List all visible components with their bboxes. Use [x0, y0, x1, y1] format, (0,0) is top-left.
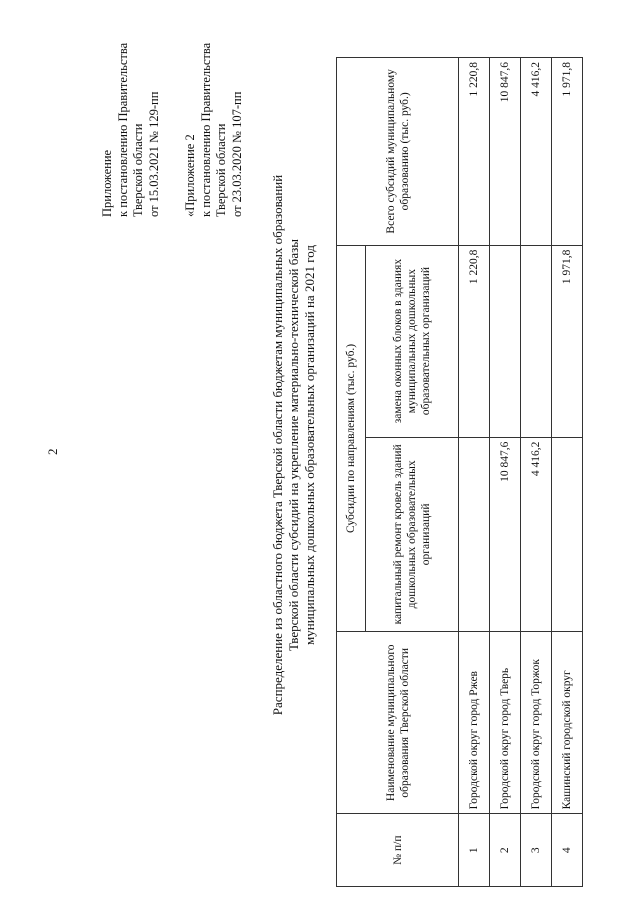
- appendix-line: Приложение: [100, 149, 114, 217]
- row-roof-value: 4 416,2: [521, 437, 552, 632]
- table-row: [552, 58, 583, 887]
- row-windows-value: 1 971,8: [552, 245, 583, 437]
- header-num: № п/п: [337, 814, 459, 887]
- appendix-line: Тверской области: [214, 123, 229, 217]
- header-roof-repair: капитальный ремонт кровель зданий дошкольных образовательных организаций: [366, 437, 459, 632]
- row-num: 1: [459, 814, 490, 887]
- row-name: Кашинский городской округ: [552, 632, 583, 814]
- subsidy-table: [336, 57, 583, 887]
- header-name: Наименование муниципального образования Тверской области: [337, 632, 459, 814]
- row-windows-value: [490, 245, 521, 437]
- appendix-header: [100, 2, 162, 217]
- appendix-line: «Приложение 2: [183, 134, 197, 217]
- previous-appendix-header: [183, 2, 245, 217]
- row-name: Городской округ город Торжок: [521, 632, 552, 814]
- header-total: Всего субсидий муниципальному образованию (тыс. руб.): [337, 58, 459, 246]
- row-name: Городской округ город Ржев: [459, 632, 490, 814]
- appendix-line: Тверской области: [131, 123, 146, 217]
- table-row: [521, 58, 552, 887]
- table-header-row: [337, 58, 366, 887]
- appendix-line: к постановлению Правительства: [198, 42, 213, 217]
- row-total-value: 4 416,2: [521, 58, 552, 246]
- row-roof-value: 10 847,6: [490, 437, 521, 632]
- row-num: 2: [490, 814, 521, 887]
- title-line: Тверской области субсидий на укрепление материально-технической базы: [286, 239, 301, 652]
- document-title: [270, 95, 318, 795]
- table-row: [490, 58, 521, 887]
- row-roof-value: [552, 437, 583, 632]
- row-name: Городской округ город Тверь: [490, 632, 521, 814]
- title-line: муниципальных дошкольных образовательных организаций на 2021 год: [302, 245, 317, 645]
- appendix-line: от 15.03.2021 № 129-пп: [146, 91, 161, 217]
- row-num: 4: [552, 814, 583, 887]
- appendix-line: к постановлению Правительства: [115, 42, 130, 217]
- row-total-value: 1 971,8: [552, 58, 583, 246]
- header-subsidy-group: Субсидии по направлениям (тыс. руб.): [337, 245, 366, 632]
- title-line: Распределение из областного бюджета Тверской области бюджетам муниципальных образований: [270, 174, 285, 716]
- page-number: 2: [45, 448, 60, 455]
- row-roof-value: [459, 437, 490, 632]
- header-window-replacement: замена оконных блоков в зданиях муниципальных дошкольных образовательных организаций: [366, 245, 459, 437]
- appendix-line: от 23.03.2020 № 107-пп: [229, 91, 244, 217]
- row-windows-value: [521, 245, 552, 437]
- row-windows-value: 1 220,8: [459, 245, 490, 437]
- row-total-value: 10 847,6: [490, 58, 521, 246]
- row-num: 3: [521, 814, 552, 887]
- row-total-value: 1 220,8: [459, 58, 490, 246]
- table-row: [459, 58, 490, 887]
